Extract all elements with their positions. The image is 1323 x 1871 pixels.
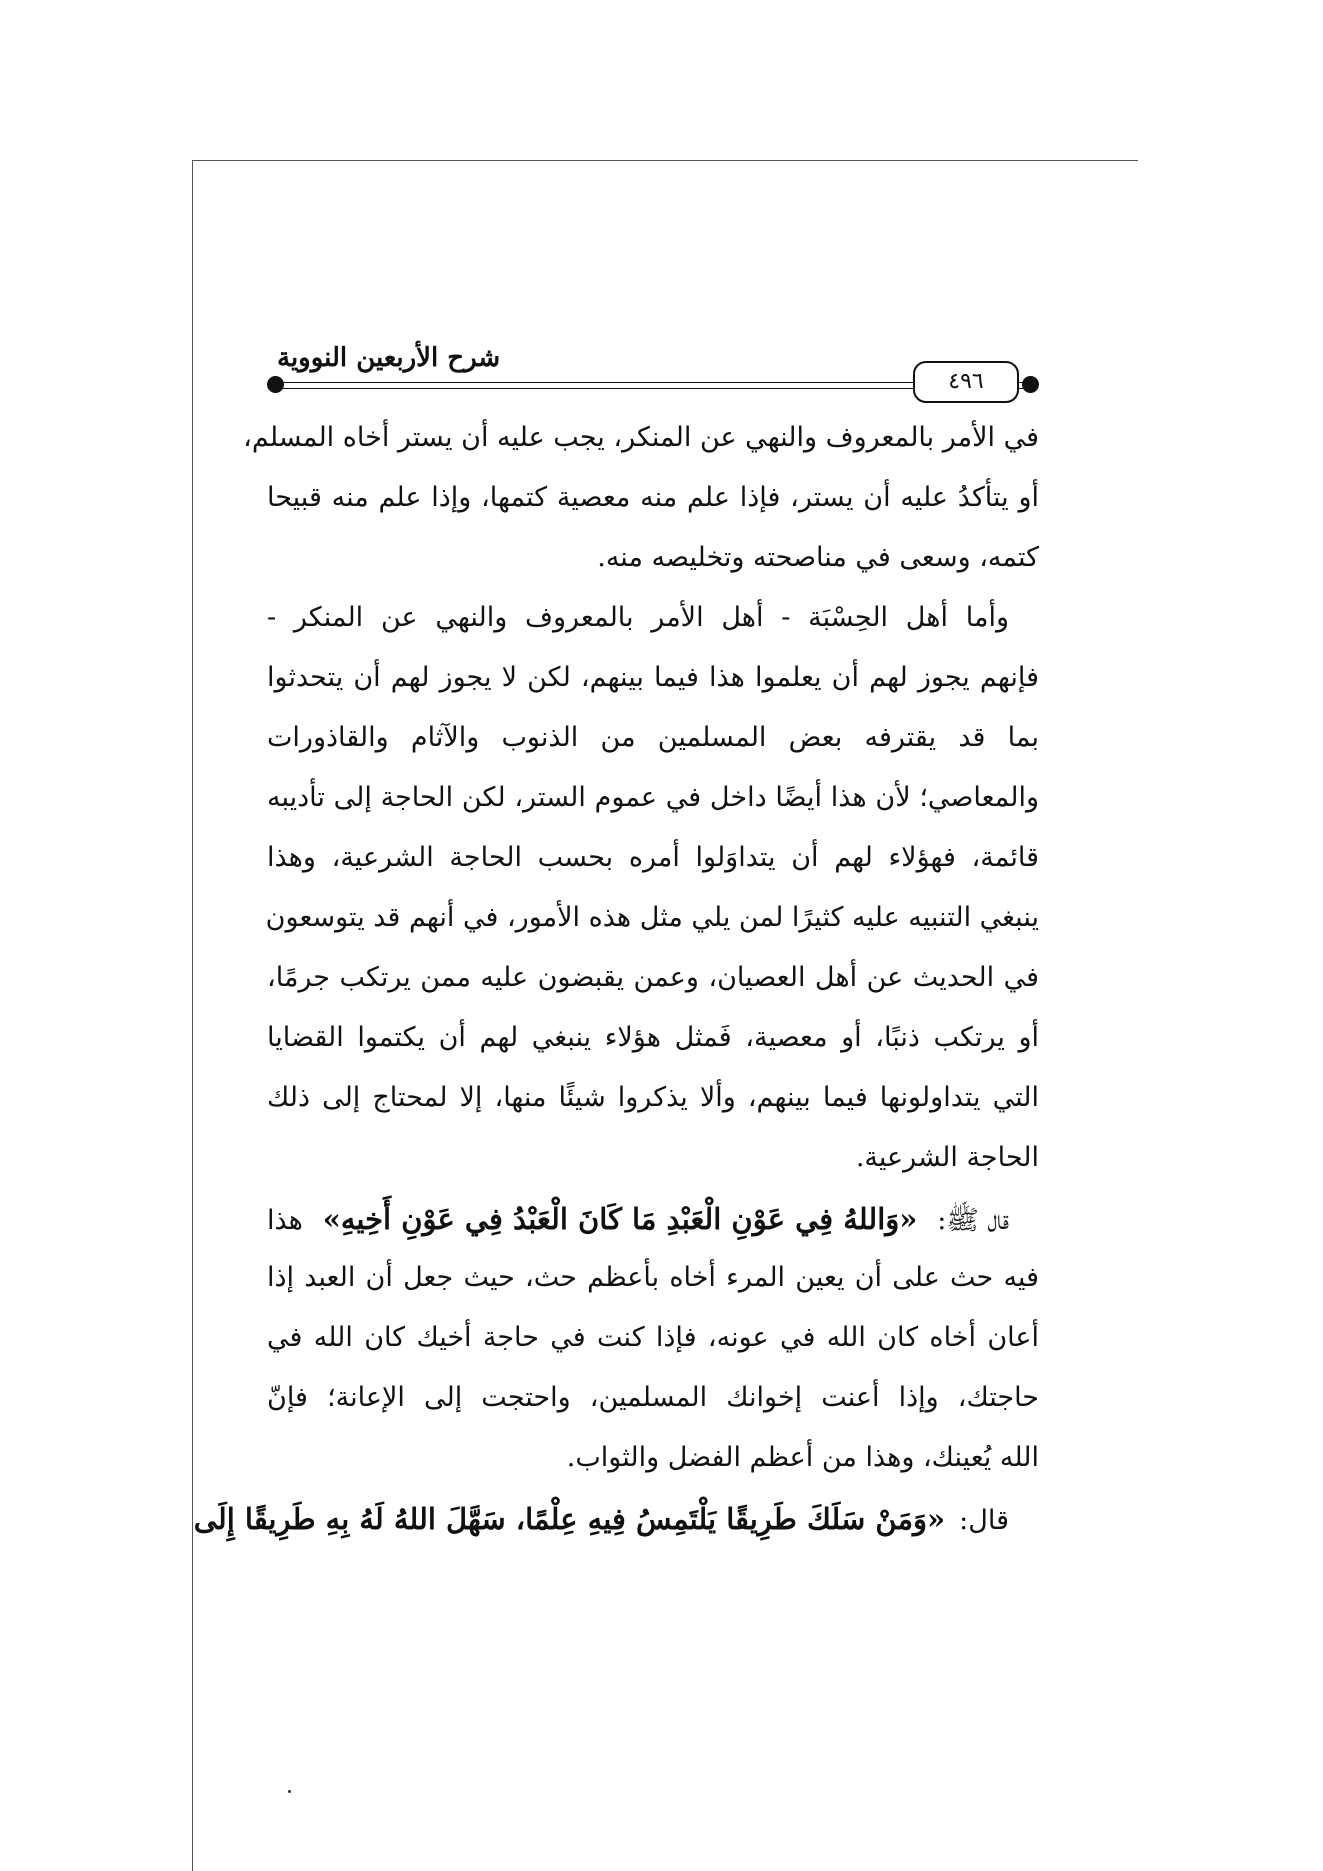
hadith-quote: «وَمَنْ سَلَكَ طَرِيقًا يَلْتَمِسُ فِيهِ عِلْمًا، سَهَّلَ اللهُ لَهُ بِهِ طَرِيقًا إِلَى bbox=[193, 1502, 946, 1536]
header-ornament-right bbox=[1022, 376, 1039, 393]
running-header bbox=[267, 345, 1039, 405]
text-line: فإنهم يجوز لهم أن يعلموا هذا فيما بينهم، لكن لا يجوز لهم أن يتحدثوا bbox=[267, 662, 1039, 693]
hadith-line-2 bbox=[193, 1502, 1009, 1536]
text-line: كتمه، وسعى في مناصحته وتخليصه منه. bbox=[597, 542, 1039, 573]
header-ornament-left bbox=[267, 376, 284, 393]
scan-speck bbox=[288, 1790, 291, 1793]
hadith-intro: قال: bbox=[959, 1505, 1009, 1536]
hadith-intro: قال ﷺ: bbox=[937, 1205, 1009, 1236]
scan-frame-left bbox=[192, 160, 193, 1871]
text-line: بما قد يقترفه بعض المسلمين من الذنوب والآثام والقاذورات bbox=[267, 722, 1039, 753]
text-line: ينبغي التنبيه عليه كثيرًا لمن يلي مثل هذه الأمور، في أنهم قد يتوسعون bbox=[265, 902, 1039, 933]
text-line: حاجتك، وإذا أعنت إخوانك المسلمين، واحتجت إلى الإعانة؛ فإنّ bbox=[267, 1382, 1039, 1413]
text-line: والمعاصي؛ لأن هذا أيضًا داخل في عموم الستر، لكن الحاجة إلى تأديبه bbox=[267, 782, 1039, 813]
text-line: وأما أهل الحِسْبَة - أهل الأمر بالمعروف والنهي عن المنكر - bbox=[267, 602, 1009, 633]
hadith-quote: «وَاللهُ فِي عَوْنِ الْعَبْدِ مَا كَانَ الْعَبْدُ فِي عَوْنِ أَخِيهِ» bbox=[322, 1202, 918, 1236]
scan-frame-top bbox=[192, 160, 1138, 161]
page-number: ٤٩٦ bbox=[913, 361, 1019, 403]
text-line: قائمة، فهؤلاء لهم أن يتداوَلوا أمره بحسب الحاجة الشرعية، وهذا bbox=[267, 842, 1039, 873]
hadith-line-1 bbox=[267, 1202, 1009, 1243]
book-title: شرح الأربعين النووية bbox=[277, 343, 501, 373]
text-line: الله يُعينك، وهذا من أعظم الفضل والثواب. bbox=[566, 1442, 1039, 1473]
text-line: أو يتأكدُ عليه أن يستر، فإذا علم منه معصية كتمها، وإذا علم منه قبيحا bbox=[267, 482, 1039, 513]
text-line: في الحديث عن أهل العصيان، وعمن يقبضون عليه ممن يرتكب جرمًا، bbox=[267, 962, 1039, 993]
text-line: أو يرتكب ذنبًا، أو معصية، فَمثل هؤلاء ينبغي لهم أن يكتموا القضايا bbox=[267, 1022, 1039, 1053]
hadith-tail: هذا bbox=[267, 1205, 303, 1236]
text-line: في الأمر بالمعروف والنهي عن المنكر، يجب عليه أن يستر أخاه المسلم، bbox=[243, 422, 1039, 453]
text-line: الحاجة الشرعية. bbox=[855, 1142, 1039, 1173]
text-line: أعان أخاه كان الله في عونه، فإذا كنت في حاجة أخيك كان الله في bbox=[267, 1322, 1039, 1353]
text-line: التي يتداولونها فيما بينهم، وألا يذكروا شيئًا منها، إلا لمحتاج إلى ذلك bbox=[267, 1082, 1039, 1113]
text-line: فيه حث على أن يعين المرء أخاه بأعظم حث، حيث جعل أن العبد إذا bbox=[267, 1262, 1039, 1293]
